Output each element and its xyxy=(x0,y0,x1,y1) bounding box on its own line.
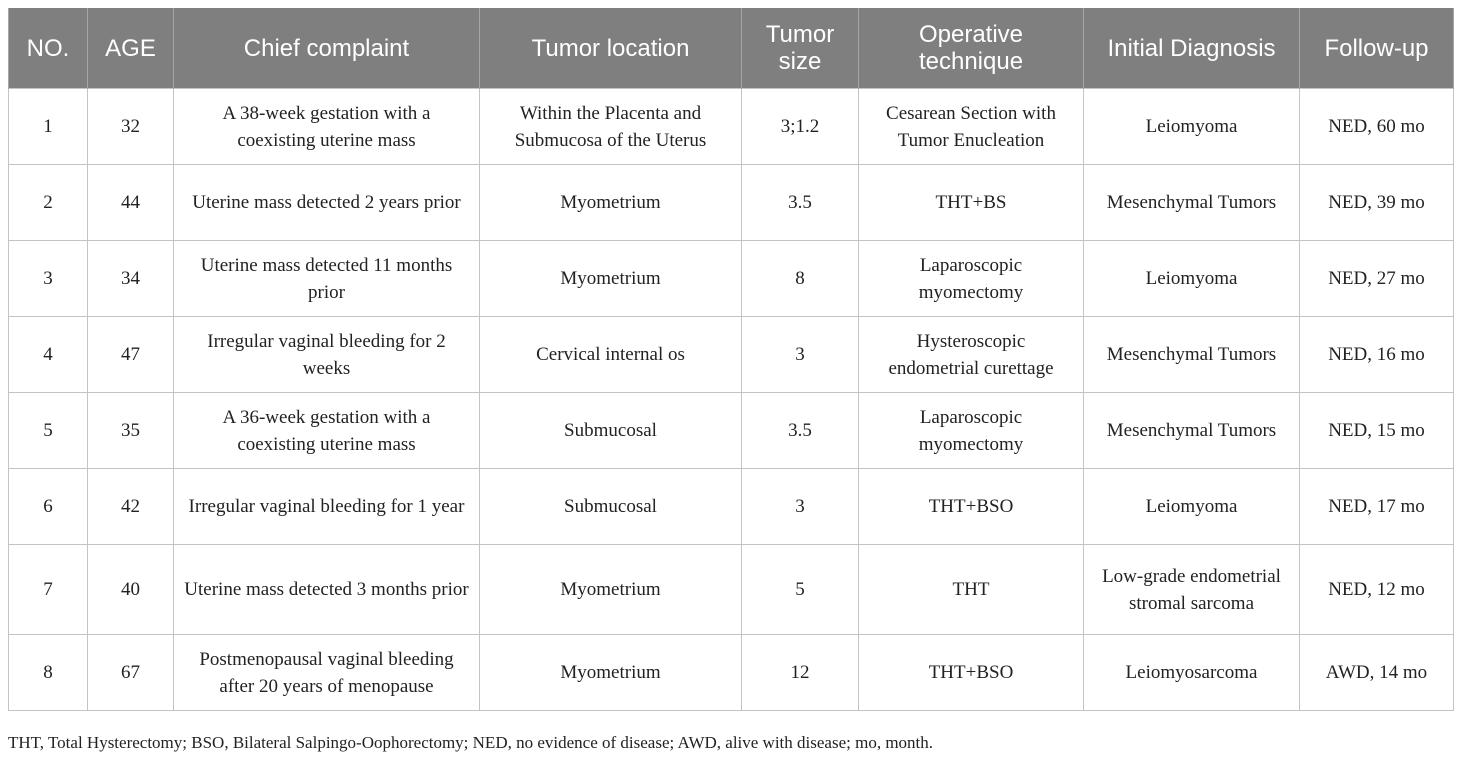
cell-follow-up: NED, 39 mo xyxy=(1300,165,1454,241)
cell-operative-technique: Laparoscopic myomectomy xyxy=(859,241,1084,317)
cell-chief-complaint: Irregular vaginal bleeding for 1 year xyxy=(174,469,480,545)
cell-follow-up: NED, 15 mo xyxy=(1300,393,1454,469)
cell-follow-up: NED, 16 mo xyxy=(1300,317,1454,393)
cell-age: 32 xyxy=(88,89,174,165)
cell-tumor-location: Submucosal xyxy=(480,393,742,469)
cell-tumor-location: Within the Placenta and Submucosa of the Uterus xyxy=(480,89,742,165)
header-chief-complaint: Chief complaint xyxy=(174,8,480,89)
table-row xyxy=(9,165,1454,241)
cell-tumor-size: 3 xyxy=(742,469,859,545)
cell-tumor-location: Cervical internal os xyxy=(480,317,742,393)
table-row xyxy=(9,635,1454,711)
header-follow-up: Follow-up xyxy=(1300,8,1454,89)
cell-no: 8 xyxy=(9,635,88,711)
cell-operative-technique: THT+BSO xyxy=(859,469,1084,545)
cell-follow-up: NED, 17 mo xyxy=(1300,469,1454,545)
cell-no: 7 xyxy=(9,545,88,635)
cell-follow-up: NED, 60 mo xyxy=(1300,89,1454,165)
cell-tumor-size: 3.5 xyxy=(742,165,859,241)
header-no: NO. xyxy=(9,8,88,89)
header-tumor-location: Tumor location xyxy=(480,8,742,89)
cell-tumor-location: Myometrium xyxy=(480,545,742,635)
cell-tumor-size: 5 xyxy=(742,545,859,635)
cell-initial-diagnosis: Mesenchymal Tumors xyxy=(1084,393,1300,469)
cell-age: 67 xyxy=(88,635,174,711)
cell-no: 6 xyxy=(9,469,88,545)
cell-tumor-location: Myometrium xyxy=(480,635,742,711)
cell-age: 42 xyxy=(88,469,174,545)
cell-tumor-size: 3;1.2 xyxy=(742,89,859,165)
cell-initial-diagnosis: Leiomyoma xyxy=(1084,89,1300,165)
cell-initial-diagnosis: Leiomyoma xyxy=(1084,469,1300,545)
cell-tumor-location: Myometrium xyxy=(480,241,742,317)
cell-follow-up: NED, 12 mo xyxy=(1300,545,1454,635)
cell-tumor-location: Submucosal xyxy=(480,469,742,545)
cell-chief-complaint: Uterine mass detected 11 months prior xyxy=(174,241,480,317)
table-row xyxy=(9,469,1454,545)
cell-initial-diagnosis: Mesenchymal Tumors xyxy=(1084,165,1300,241)
cell-tumor-size: 8 xyxy=(742,241,859,317)
header-tumor-size: Tumor size xyxy=(742,8,859,89)
clinical-data-table xyxy=(8,8,1454,711)
cell-chief-complaint: Uterine mass detected 3 months prior xyxy=(174,545,480,635)
cell-age: 35 xyxy=(88,393,174,469)
cell-chief-complaint: A 36-week gestation with a coexisting uterine mass xyxy=(174,393,480,469)
cell-operative-technique: THT+BSO xyxy=(859,635,1084,711)
cell-no: 5 xyxy=(9,393,88,469)
cell-initial-diagnosis: Leiomyosarcoma xyxy=(1084,635,1300,711)
cell-chief-complaint: A 38-week gestation with a coexisting uterine mass xyxy=(174,89,480,165)
cell-operative-technique: Hysteroscopic endometrial curettage xyxy=(859,317,1084,393)
cell-follow-up: NED, 27 mo xyxy=(1300,241,1454,317)
cell-operative-technique: Laparoscopic myomectomy xyxy=(859,393,1084,469)
cell-no: 1 xyxy=(9,89,88,165)
cell-tumor-location: Myometrium xyxy=(480,165,742,241)
table-row xyxy=(9,393,1454,469)
cell-tumor-size: 12 xyxy=(742,635,859,711)
cell-chief-complaint: Irregular vaginal bleeding for 2 weeks xyxy=(174,317,480,393)
cell-follow-up: AWD, 14 mo xyxy=(1300,635,1454,711)
cell-no: 2 xyxy=(9,165,88,241)
table-row xyxy=(9,89,1454,165)
header-row xyxy=(9,8,1454,89)
cell-initial-diagnosis: Low-grade endometrial stromal sarcoma xyxy=(1084,545,1300,635)
table-footnote: THT, Total Hysterectomy; BSO, Bilateral Salpingo-Oophorectomy; NED, no evidence of disease; AWD, alive with disease; mo, month. xyxy=(8,733,934,752)
cell-no: 4 xyxy=(9,317,88,393)
cell-operative-technique: THT+BS xyxy=(859,165,1084,241)
table-row xyxy=(9,317,1454,393)
table-row xyxy=(9,545,1454,635)
cell-initial-diagnosis: Mesenchymal Tumors xyxy=(1084,317,1300,393)
cell-chief-complaint: Uterine mass detected 2 years prior xyxy=(174,165,480,241)
header-age: AGE xyxy=(88,8,174,89)
cell-no: 3 xyxy=(9,241,88,317)
cell-age: 34 xyxy=(88,241,174,317)
cell-initial-diagnosis: Leiomyoma xyxy=(1084,241,1300,317)
header-operative-technique: Operative technique xyxy=(859,8,1084,89)
cell-age: 44 xyxy=(88,165,174,241)
cell-tumor-size: 3 xyxy=(742,317,859,393)
table-row xyxy=(9,241,1454,317)
cell-chief-complaint: Postmenopausal vaginal bleeding after 20 years of menopause xyxy=(174,635,480,711)
cell-operative-technique: Cesarean Section with Tumor Enucleation xyxy=(859,89,1084,165)
cell-age: 47 xyxy=(88,317,174,393)
cell-operative-technique: THT xyxy=(859,545,1084,635)
cell-tumor-size: 3.5 xyxy=(742,393,859,469)
header-initial-diagnosis: Initial Diagnosis xyxy=(1084,8,1300,89)
cell-age: 40 xyxy=(88,545,174,635)
